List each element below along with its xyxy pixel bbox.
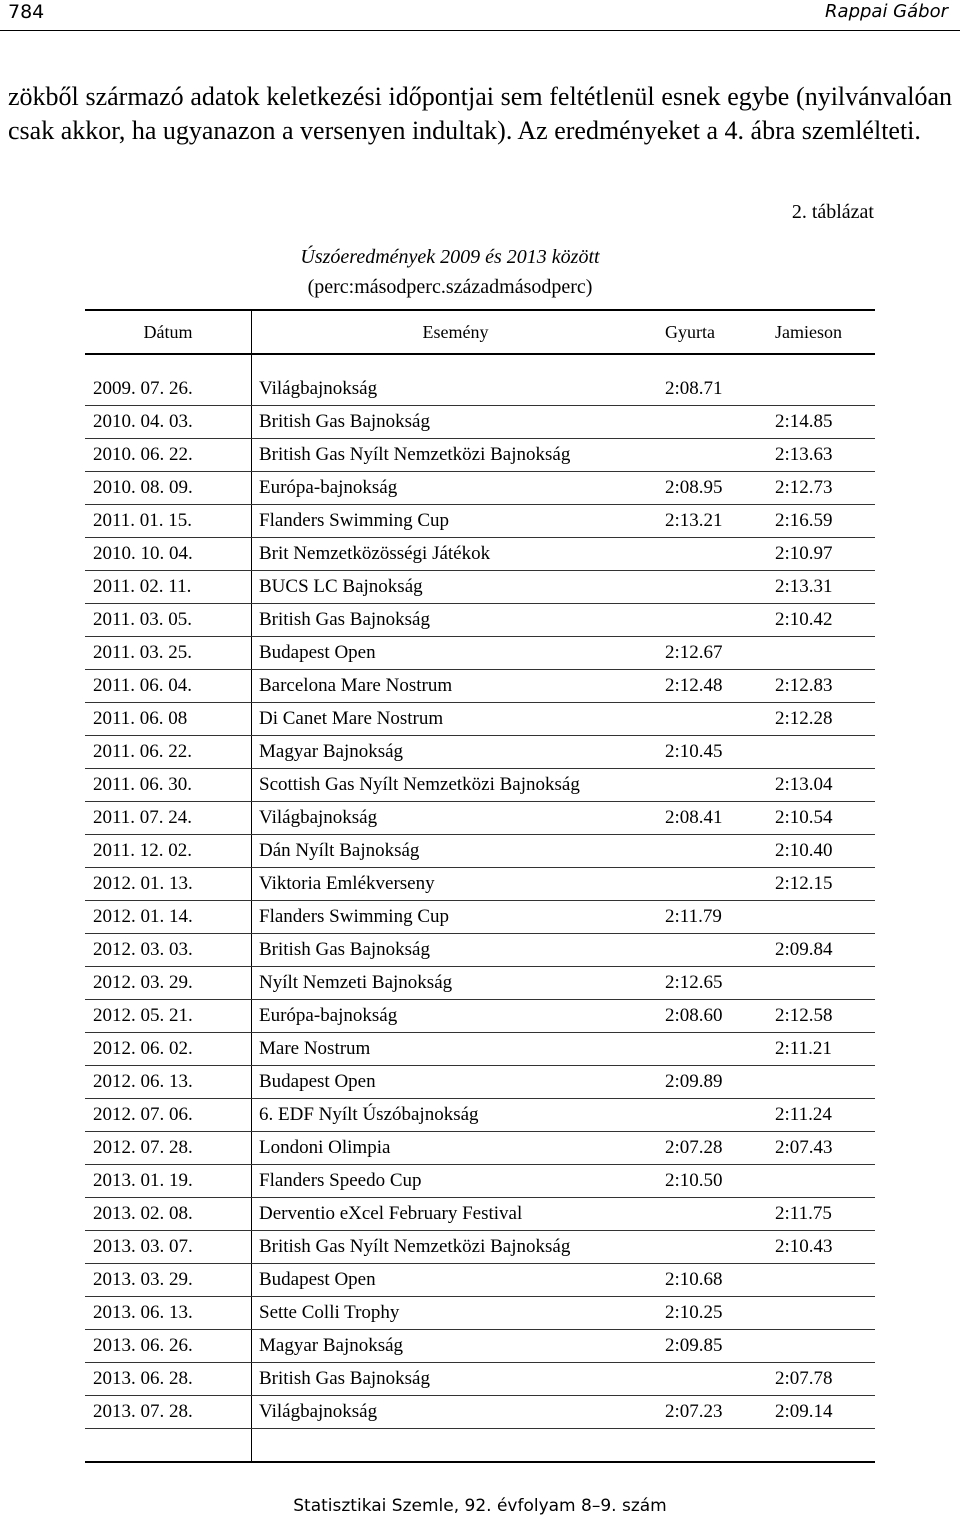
row-date: 2012. 06. 02. <box>85 1033 252 1066</box>
row-jamieson-time <box>767 901 875 934</box>
row-jamieson-time <box>767 967 875 1000</box>
row-date: 2012. 01. 14. <box>85 901 252 934</box>
row-jamieson-time: 2:12.15 <box>767 868 875 901</box>
row-jamieson-time: 2:07.78 <box>767 1363 875 1396</box>
row-jamieson-time: 2:11.24 <box>767 1099 875 1132</box>
table-row <box>85 868 875 901</box>
row-gyurta-time: 2:07.23 <box>659 1396 767 1429</box>
table-row <box>85 1000 875 1033</box>
row-gyurta-time: 2:09.89 <box>659 1066 767 1099</box>
row-event: Flanders Swimming Cup <box>252 901 660 934</box>
row-jamieson-time: 2:12.28 <box>767 703 875 736</box>
table-row <box>85 934 875 967</box>
row-event: Derventio eXcel February Festival <box>252 1198 660 1231</box>
table-row <box>85 406 875 439</box>
row-jamieson-time: 2:10.42 <box>767 604 875 637</box>
row-gyurta-time <box>659 769 767 802</box>
author-name: Rappai Gábor <box>825 1 948 22</box>
table-row <box>85 901 875 934</box>
page-footer: Statisztikai Szemle, 92. évfolyam 8–9. szám <box>293 1496 667 1516</box>
row-jamieson-time <box>767 1330 875 1363</box>
row-gyurta-time <box>659 571 767 604</box>
row-jamieson-time: 2:12.58 <box>767 1000 875 1033</box>
row-date: 2011. 12. 02. <box>85 835 252 868</box>
row-event: Világbajnokság <box>252 1396 660 1429</box>
table-row <box>85 571 875 604</box>
row-gyurta-time: 2:12.67 <box>659 637 767 670</box>
table-row <box>85 967 875 1000</box>
table-row <box>85 538 875 571</box>
row-jamieson-time <box>767 736 875 769</box>
page-header <box>0 0 960 31</box>
table-row <box>85 835 875 868</box>
row-jamieson-time: 2:10.40 <box>767 835 875 868</box>
row-event: Európa-bajnokság <box>252 472 660 505</box>
row-date: 2012. 07. 06. <box>85 1099 252 1132</box>
row-gyurta-time: 2:10.25 <box>659 1297 767 1330</box>
row-gyurta-time <box>659 1198 767 1231</box>
row-event: British Gas Bajnokság <box>252 406 660 439</box>
row-jamieson-time: 2:10.97 <box>767 538 875 571</box>
table-row <box>85 1066 875 1099</box>
row-event: Mare Nostrum <box>252 1033 660 1066</box>
table-subtitle: (perc:másodperc.századmásodperc) <box>307 276 593 298</box>
row-event: Budapest Open <box>252 637 660 670</box>
row-jamieson-time: 2:13.63 <box>767 439 875 472</box>
row-gyurta-time: 2:10.50 <box>659 1165 767 1198</box>
table-row <box>85 1297 875 1330</box>
table-row <box>85 1330 875 1363</box>
row-jamieson-time: 2:09.84 <box>767 934 875 967</box>
row-date: 2009. 07. 26. <box>85 373 252 406</box>
row-event: Di Canet Mare Nostrum <box>252 703 660 736</box>
row-gyurta-time <box>659 1099 767 1132</box>
row-jamieson-time <box>767 1297 875 1330</box>
row-gyurta-time: 2:08.60 <box>659 1000 767 1033</box>
row-date: 2012. 05. 21. <box>85 1000 252 1033</box>
row-event: Európa-bajnokság <box>252 1000 660 1033</box>
table-row <box>85 373 875 406</box>
row-jamieson-time <box>767 1264 875 1297</box>
row-date: 2010. 10. 04. <box>85 538 252 571</box>
row-gyurta-time <box>659 1363 767 1396</box>
table-row <box>85 1396 875 1429</box>
row-date: 2011. 06. 04. <box>85 670 252 703</box>
row-jamieson-time: 2:11.75 <box>767 1198 875 1231</box>
results-table <box>85 309 875 1463</box>
row-date: 2012. 07. 28. <box>85 1132 252 1165</box>
table-body <box>85 354 875 1462</box>
row-date: 2011. 03. 25. <box>85 637 252 670</box>
row-gyurta-time <box>659 1033 767 1066</box>
table-row <box>85 439 875 472</box>
row-gyurta-time: 2:09.85 <box>659 1330 767 1363</box>
row-jamieson-time: 2:14.85 <box>767 406 875 439</box>
row-date: 2012. 01. 13. <box>85 868 252 901</box>
row-gyurta-time <box>659 406 767 439</box>
row-date: 2010. 06. 22. <box>85 439 252 472</box>
row-gyurta-time <box>659 1231 767 1264</box>
row-event: Budapest Open <box>252 1066 660 1099</box>
row-gyurta-time: 2:10.45 <box>659 736 767 769</box>
table-row <box>85 505 875 538</box>
row-event: Viktoria Emlékverseny <box>252 868 660 901</box>
row-gyurta-time: 2:08.95 <box>659 472 767 505</box>
row-event: British Gas Bajnokság <box>252 1363 660 1396</box>
row-date: 2013. 03. 29. <box>85 1264 252 1297</box>
row-date: 2013. 06. 28. <box>85 1363 252 1396</box>
row-event: Brit Nemzetközösségi Játékok <box>252 538 660 571</box>
table-row <box>85 1165 875 1198</box>
table-row <box>85 1363 875 1396</box>
row-event: British Gas Nyílt Nemzetközi Bajnokság <box>252 439 660 472</box>
row-gyurta-time: 2:12.65 <box>659 967 767 1000</box>
row-date: 2013. 06. 13. <box>85 1297 252 1330</box>
table-row <box>85 1231 875 1264</box>
row-date: 2011. 07. 24. <box>85 802 252 835</box>
row-event: Budapest Open <box>252 1264 660 1297</box>
table-row <box>85 1198 875 1231</box>
row-jamieson-time: 2:09.14 <box>767 1396 875 1429</box>
row-date: 2010. 08. 09. <box>85 472 252 505</box>
row-date: 2012. 06. 13. <box>85 1066 252 1099</box>
row-event: Scottish Gas Nyílt Nemzetközi Bajnokság <box>252 769 660 802</box>
column-header-date: Dátum <box>85 310 252 354</box>
row-event: Magyar Bajnokság <box>252 1330 660 1363</box>
row-event: British Gas Nyílt Nemzetközi Bajnokság <box>252 1231 660 1264</box>
row-date: 2012. 03. 03. <box>85 934 252 967</box>
table-header-row <box>85 310 875 354</box>
row-jamieson-time <box>767 1066 875 1099</box>
row-event: Flanders Swimming Cup <box>252 505 660 538</box>
table-row <box>85 703 875 736</box>
intro-paragraph: zökből származó adatok keletkezési időpontjai sem feltétlenül esnek egybe (nyilvánvalóan csak akkor, ha ugyanazon a versenyen indultak). Az eredményeket a 4. ábra szemlélteti. <box>8 82 952 145</box>
table-label: 2. táblázat <box>791 201 874 223</box>
row-date: 2011. 01. 15. <box>85 505 252 538</box>
row-event: Londoni Olimpia <box>252 1132 660 1165</box>
row-gyurta-time <box>659 439 767 472</box>
column-header-event: Esemény <box>252 310 660 354</box>
row-jamieson-time: 2:07.43 <box>767 1132 875 1165</box>
table-row <box>85 1132 875 1165</box>
row-gyurta-time: 2:08.41 <box>659 802 767 835</box>
row-gyurta-time <box>659 604 767 637</box>
row-gyurta-time <box>659 538 767 571</box>
row-jamieson-time: 2:13.31 <box>767 571 875 604</box>
row-event: Barcelona Mare Nostrum <box>252 670 660 703</box>
table-row <box>85 1033 875 1066</box>
row-date: 2010. 04. 03. <box>85 406 252 439</box>
row-date: 2011. 02. 11. <box>85 571 252 604</box>
row-jamieson-time: 2:16.59 <box>767 505 875 538</box>
row-date: 2013. 03. 07. <box>85 1231 252 1264</box>
row-jamieson-time: 2:12.73 <box>767 472 875 505</box>
table-title: Úszóeredmények 2009 és 2013 között <box>300 246 600 268</box>
row-jamieson-time <box>767 637 875 670</box>
row-gyurta-time: 2:13.21 <box>659 505 767 538</box>
row-jamieson-time: 2:11.21 <box>767 1033 875 1066</box>
row-date: 2011. 03. 05. <box>85 604 252 637</box>
row-jamieson-time: 2:10.43 <box>767 1231 875 1264</box>
row-event: 6. EDF Nyílt Úszóbajnokság <box>252 1099 660 1132</box>
row-jamieson-time: 2:12.83 <box>767 670 875 703</box>
row-date: 2011. 06. 08 <box>85 703 252 736</box>
table-row <box>85 637 875 670</box>
row-gyurta-time: 2:07.28 <box>659 1132 767 1165</box>
table-row <box>85 472 875 505</box>
table-row <box>85 670 875 703</box>
row-gyurta-time <box>659 703 767 736</box>
column-header-gyurta: Gyurta <box>659 310 767 354</box>
table-spacer-bottom <box>85 1429 875 1463</box>
table-row <box>85 1264 875 1297</box>
row-event: British Gas Bajnokság <box>252 604 660 637</box>
row-gyurta-time <box>659 835 767 868</box>
table-row <box>85 736 875 769</box>
row-jamieson-time <box>767 1165 875 1198</box>
row-gyurta-time <box>659 934 767 967</box>
row-date: 2013. 07. 28. <box>85 1396 252 1429</box>
page-number: 784 <box>8 1 45 23</box>
table-row <box>85 769 875 802</box>
row-gyurta-time: 2:12.48 <box>659 670 767 703</box>
row-gyurta-time: 2:08.71 <box>659 373 767 406</box>
row-event: Világbajnokság <box>252 802 660 835</box>
table-spacer-top <box>85 354 875 373</box>
row-date: 2011. 06. 30. <box>85 769 252 802</box>
row-gyurta-time: 2:10.68 <box>659 1264 767 1297</box>
row-event: Dán Nyílt Bajnokság <box>252 835 660 868</box>
column-header-jamieson: Jamieson <box>767 310 875 354</box>
row-date: 2013. 01. 19. <box>85 1165 252 1198</box>
row-event: BUCS LC Bajnokság <box>252 571 660 604</box>
row-event: British Gas Bajnokság <box>252 934 660 967</box>
table-row <box>85 604 875 637</box>
row-date: 2013. 02. 08. <box>85 1198 252 1231</box>
row-gyurta-time <box>659 868 767 901</box>
row-date: 2012. 03. 29. <box>85 967 252 1000</box>
row-event: Flanders Speedo Cup <box>252 1165 660 1198</box>
row-jamieson-time <box>767 373 875 406</box>
table-row <box>85 802 875 835</box>
row-date: 2013. 06. 26. <box>85 1330 252 1363</box>
row-jamieson-time: 2:10.54 <box>767 802 875 835</box>
row-event: Világbajnokság <box>252 373 660 406</box>
row-jamieson-time: 2:13.04 <box>767 769 875 802</box>
table-row <box>85 1099 875 1132</box>
row-event: Nyílt Nemzeti Bajnokság <box>252 967 660 1000</box>
row-event: Sette Colli Trophy <box>252 1297 660 1330</box>
row-gyurta-time: 2:11.79 <box>659 901 767 934</box>
row-date: 2011. 06. 22. <box>85 736 252 769</box>
row-event: Magyar Bajnokság <box>252 736 660 769</box>
